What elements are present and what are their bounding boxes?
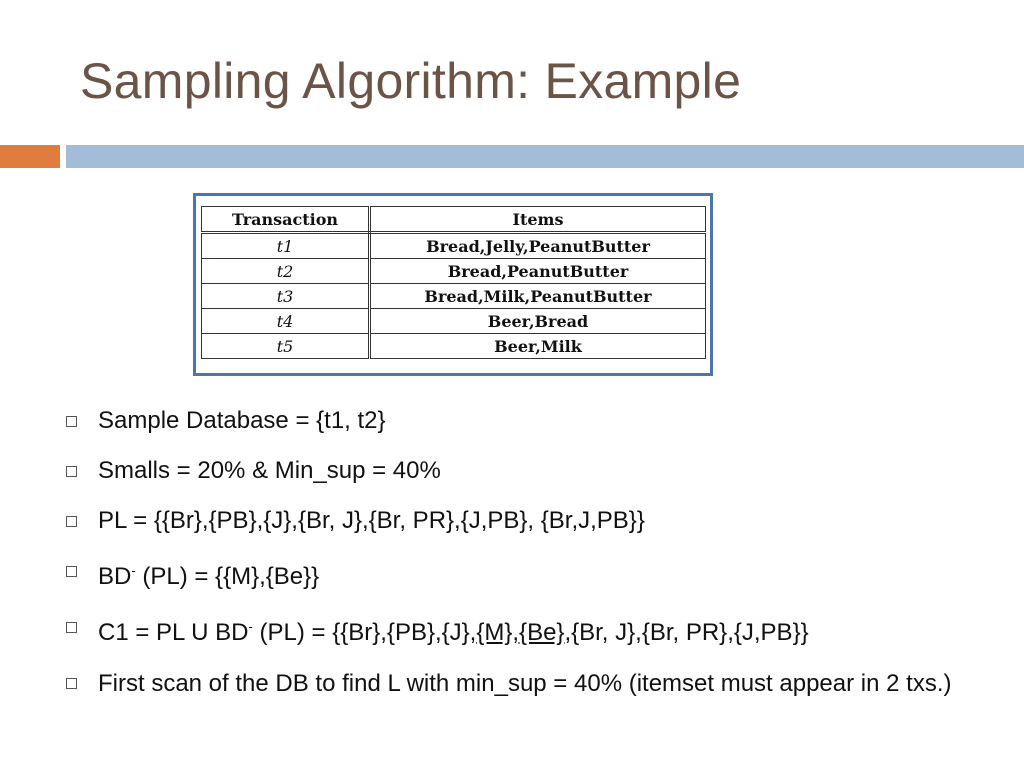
transaction-table-frame [193, 193, 713, 376]
square-bullet-icon [66, 516, 77, 527]
transaction-items: Beer,Bread [370, 309, 706, 334]
bullet-item [62, 552, 1012, 596]
bullet-text: PL = {{Br},{PB},{J},{Br, J},{Br, PR},{J,PB}, {Br,J,PB}} [98, 507, 645, 534]
accent-bar-blue [66, 145, 1024, 168]
slide-title: Sampling Algorithm: Example [80, 53, 742, 109]
transaction-table [201, 206, 706, 359]
transaction-id: t5 [202, 334, 370, 359]
transaction-items: Bread,PeanutButter [370, 259, 706, 284]
bullet-text: C1 = PL U BD- (PL) = {{Br},{PB},{J},{M},{Be},{Br, J},{Br, PR},{J,PB}} [98, 619, 809, 646]
transaction-id: t2 [202, 259, 370, 284]
square-bullet-icon [66, 566, 77, 577]
accent-bar-orange [0, 145, 60, 168]
table-row [202, 259, 706, 284]
transaction-id: t4 [202, 309, 370, 334]
table-row [202, 334, 706, 359]
underlined-itemsets: {M},{Be} [476, 619, 565, 646]
header-items: Items [370, 207, 706, 233]
bullet-item [62, 502, 1012, 540]
square-bullet-icon [66, 416, 77, 427]
bullet-text: BD- (PL) = {{M},{Be}} [98, 563, 320, 590]
bullet-list [62, 402, 1012, 716]
bullet-item [62, 402, 1012, 440]
bullet-item [62, 608, 1012, 652]
table-row [202, 233, 706, 259]
table-row [202, 309, 706, 334]
transaction-id: t3 [202, 284, 370, 309]
bullet-item [62, 452, 1012, 490]
transaction-items: Beer,Milk [370, 334, 706, 359]
square-bullet-icon [66, 678, 77, 689]
bullet-text: Sample Database = {t1, t2} [98, 407, 386, 434]
table-header-row [202, 207, 706, 233]
square-bullet-icon [66, 622, 77, 633]
square-bullet-icon [66, 466, 77, 477]
transaction-items: Bread,Milk,PeanutButter [370, 284, 706, 309]
bullet-item [62, 664, 1012, 704]
transaction-items: Bread,Jelly,PeanutButter [370, 233, 706, 259]
transaction-id: t1 [202, 233, 370, 259]
header-transaction: Transaction [202, 207, 370, 233]
bullet-text: First scan of the DB to find L with min_sup = 40% (itemset must appear in 2 txs.) [98, 670, 952, 697]
table-row [202, 284, 706, 309]
bullet-text: Smalls = 20% & Min_sup = 40% [98, 457, 441, 484]
